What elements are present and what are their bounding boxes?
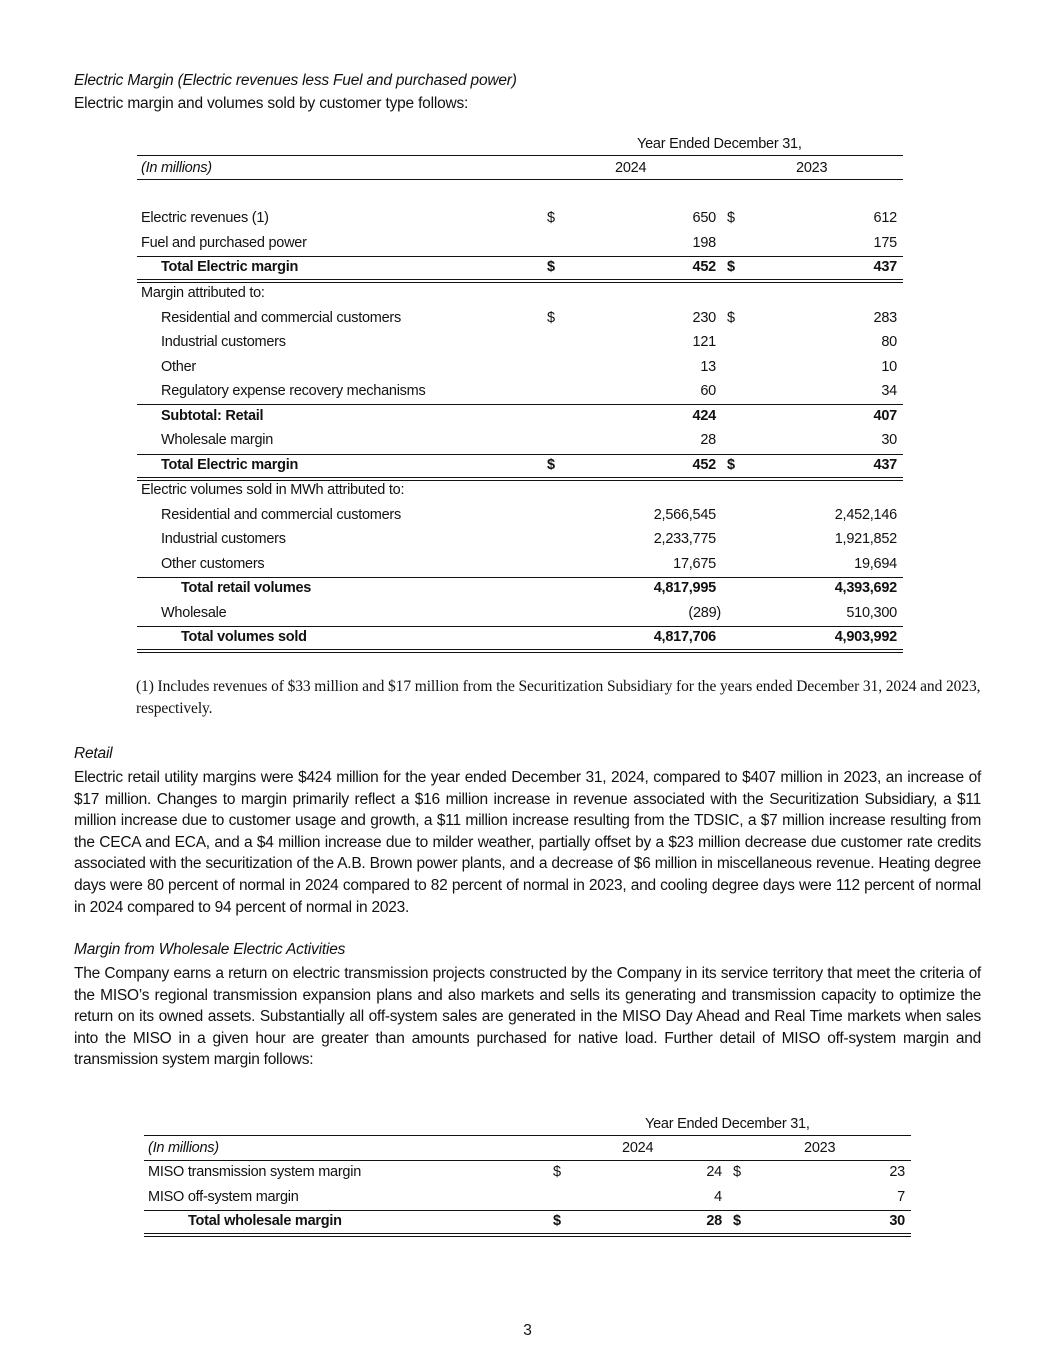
- total-double-rule: [144, 1233, 911, 1237]
- value-2024: 4,817,995: [653, 580, 716, 596]
- row-label: Total retail volumes: [181, 580, 312, 596]
- table-row: [137, 380, 903, 405]
- value-2023: 2,452,146: [834, 506, 897, 523]
- value-2024: 230: [692, 309, 716, 326]
- table-row-total: [137, 626, 903, 651]
- table-row-section: [137, 479, 903, 504]
- row-label: Subtotal: Retail: [161, 407, 264, 424]
- value-2024: 4,817,706: [653, 629, 716, 645]
- currency-symbol: $: [553, 1164, 561, 1180]
- currency-symbol: $: [727, 259, 735, 275]
- value-2024: 28: [706, 1213, 722, 1229]
- period-header: Year Ended December 31,: [637, 136, 802, 152]
- currency-symbol: $: [547, 210, 555, 226]
- row-label: Residential and commercial customers: [161, 506, 402, 523]
- value-2023: 175: [873, 234, 897, 251]
- table-row: [137, 553, 903, 578]
- table-row: [137, 307, 903, 332]
- column-header-2023: 2023: [804, 1140, 836, 1156]
- header-rule: [144, 1135, 911, 1136]
- section-heading-electric-margin: Electric Margin (Electric revenues less Fuel and purchased power): [74, 72, 517, 89]
- header-rule: [137, 155, 903, 156]
- table-row-total: [144, 1210, 911, 1235]
- row-label: Total Electric margin: [161, 456, 299, 473]
- row-label: Wholesale margin: [161, 432, 274, 448]
- unit-label: (In millions): [141, 160, 212, 176]
- row-label: Other customers: [161, 555, 265, 572]
- row-label: Total Electric margin: [161, 259, 299, 275]
- value-2023: 30: [881, 432, 897, 448]
- table-row-total: [137, 454, 903, 479]
- value-2024: (289): [688, 604, 721, 621]
- value-2024: 2,566,545: [653, 506, 716, 523]
- value-2024: 17,675: [673, 555, 716, 572]
- column-header-2024: 2024: [622, 1140, 654, 1156]
- currency-symbol: $: [733, 1164, 741, 1180]
- table-row: [137, 429, 903, 454]
- retail-paragraph: Electric retail utility margins were $424 million for the year ended December 31, 2024, compared to $407 million in 2023, an increase of $17 million. Changes to margin primarily reflect a $16 million increase in revenue associated with the Securitization Subsidiary, a $11 million increase due to customer usage and growth, a $11 million increase resulting from the TDSIC, a $7 million increase resulting from the CECA and ECA, and a $4 million increase due to milder weather, partially offset by a $23 million decrease due customer rate credits associated with the securitization of the A.B. Brown power plants, and a decrease of $6 million in miscellaneous revenue. Heating degree days were 80 percent of normal in 2024 compared to 82 percent of normal in 2023, and cooling degree days were 112 percent of normal in 2024 compared to 94 percent of normal in 2023.: [74, 769, 981, 916]
- column-header-2023: 2023: [796, 160, 828, 176]
- table-row: [137, 602, 903, 627]
- table-row: [137, 528, 903, 553]
- row-label: Electric volumes sold in MWh attributed to:: [141, 482, 405, 498]
- currency-symbol: $: [547, 259, 555, 275]
- table-row-section: [137, 282, 903, 307]
- value-2023: 612: [873, 210, 897, 226]
- row-label: MISO off-system margin: [148, 1188, 299, 1205]
- value-2023: 510,300: [846, 604, 897, 621]
- value-2023: 4,903,992: [834, 629, 897, 645]
- row-label: Industrial customers: [161, 334, 286, 350]
- table-row: [137, 504, 903, 529]
- table-row: [144, 1161, 911, 1186]
- row-label: Total wholesale margin: [188, 1213, 342, 1229]
- page-number: 3: [523, 1322, 532, 1339]
- value-2023: 30: [889, 1213, 905, 1229]
- table-row: [137, 356, 903, 381]
- intro-lead-text: Electric margin and volumes sold by customer type follows:: [74, 95, 469, 112]
- value-2023: 10: [881, 358, 897, 375]
- table-row: [137, 207, 903, 232]
- row-label: Total volumes sold: [181, 629, 307, 645]
- value-2023: 1,921,852: [834, 531, 897, 547]
- table-row-subtotal: [137, 577, 903, 602]
- value-2024: 650: [692, 210, 716, 226]
- row-label: Other: [161, 358, 197, 375]
- period-header: Year Ended December 31,: [645, 1116, 810, 1132]
- row-label: MISO transmission system margin: [148, 1164, 362, 1180]
- value-2023: 34: [881, 383, 897, 399]
- total-double-rule: [137, 649, 903, 653]
- value-2024: 4: [714, 1188, 722, 1205]
- row-label: Electric revenues (1): [141, 210, 269, 226]
- value-2024: 28: [700, 432, 716, 448]
- unit-label: (In millions): [148, 1140, 219, 1156]
- currency-symbol: $: [727, 309, 735, 326]
- currency-symbol: $: [547, 456, 555, 473]
- section-heading-retail: Retail: [74, 745, 113, 762]
- currency-symbol: $: [553, 1213, 561, 1229]
- currency-symbol: $: [547, 309, 555, 326]
- column-header-2024: 2024: [615, 160, 647, 176]
- table-row-total: [137, 256, 903, 281]
- section-heading-wholesale: Margin from Wholesale Electric Activities: [74, 941, 346, 958]
- value-2023: 19,694: [854, 555, 897, 572]
- value-2024: 60: [700, 383, 716, 399]
- footnote: (1) Includes revenues of $33 million and $17 million from the Securitization Subsidiary for the years ended December 31, 2024 and 2023, respectively.: [136, 678, 981, 717]
- electric-margin-table: [137, 134, 903, 654]
- table-row: [137, 331, 903, 356]
- table-row: [144, 1186, 911, 1211]
- currency-symbol: $: [727, 210, 735, 226]
- wholesale-paragraph: The Company earns a return on electric transmission projects constructed by the Company in its service territory that meet the criteria of the MISO’s regional transmission expansion plans and also markets and sells its generating and transmission capacity to optimize the return on its owned assets. Substantially all off-system sales are generated in the MISO Day Ahead and Real Time markets when sales into the MISO in a given hour are greater than amounts purchased for native load. Further detail of MISO off-system margin and transmission system margin follows:: [74, 965, 981, 1069]
- value-2023: 437: [873, 259, 897, 275]
- value-2024: 13: [700, 358, 716, 375]
- value-2023: 4,393,692: [834, 580, 897, 596]
- row-label: Fuel and purchased power: [141, 234, 307, 251]
- value-2024: 198: [692, 234, 716, 251]
- value-2023: 80: [881, 334, 897, 350]
- value-2023: 283: [873, 309, 897, 326]
- header-bottom-rule: [137, 179, 903, 180]
- wholesale-margin-table: [144, 1114, 911, 1239]
- value-2024: 24: [706, 1164, 722, 1180]
- row-label: Residential and commercial customers: [161, 309, 402, 326]
- value-2023: 7: [897, 1188, 905, 1205]
- currency-symbol: $: [727, 456, 735, 473]
- value-2024: 2,233,775: [653, 531, 716, 547]
- row-label: Margin attributed to:: [141, 285, 265, 301]
- currency-symbol: $: [733, 1213, 741, 1229]
- value-2024: 452: [692, 456, 716, 473]
- row-label: Wholesale: [161, 604, 227, 621]
- value-2023: 437: [873, 456, 897, 473]
- value-2023: 23: [889, 1164, 905, 1180]
- row-label: Regulatory expense recovery mechanisms: [161, 383, 426, 399]
- value-2024: 452: [692, 259, 716, 275]
- value-2023: 407: [873, 407, 897, 424]
- value-2024: 121: [692, 334, 716, 350]
- row-label: Industrial customers: [161, 531, 286, 547]
- value-2024: 424: [692, 407, 716, 424]
- table-row-subtotal: [137, 405, 903, 430]
- table-row: [137, 232, 903, 257]
